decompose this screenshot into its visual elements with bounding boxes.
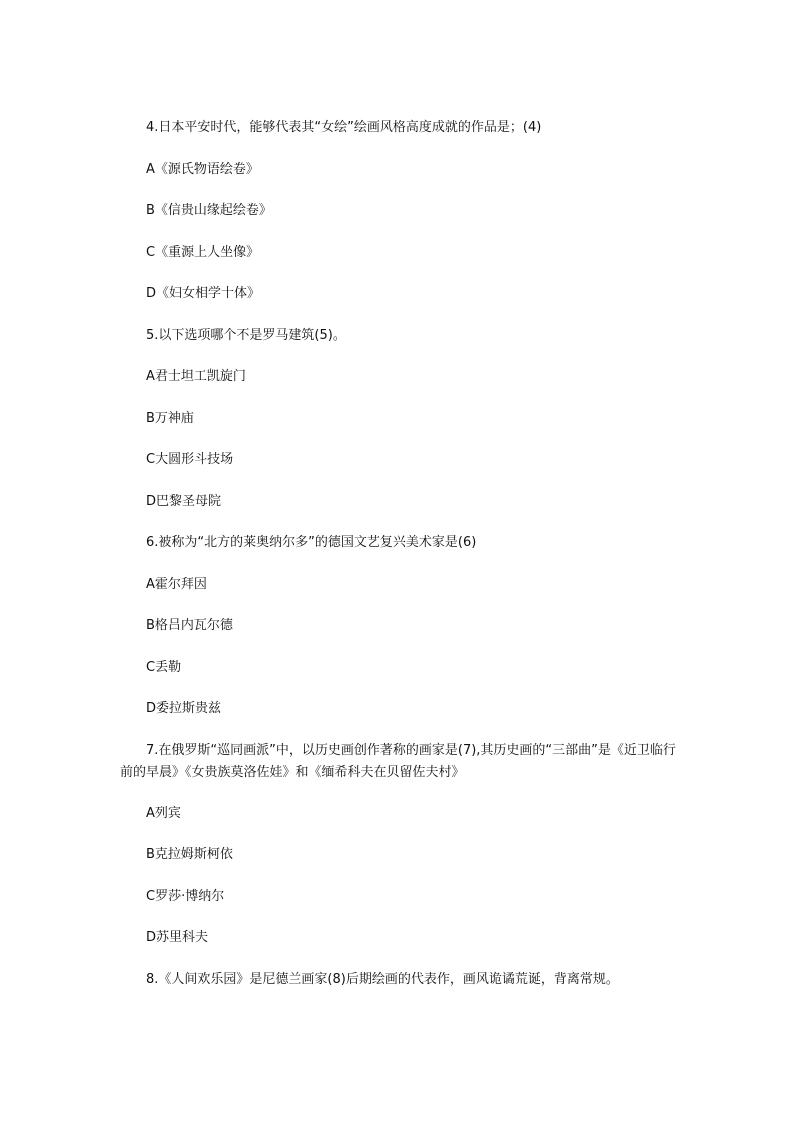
question-5-stem: 5.以下选项哪个不是罗马建筑(5)。	[146, 328, 346, 343]
question-5-option-a: A君士坦工凯旋门	[146, 369, 246, 384]
question-4-option-d: D《妇女相学十体》	[146, 286, 261, 301]
question-8-stem: 8.《人间欢乐园》是尼德兰画家(8)后期绘画的代表作，画风诡谲荒诞，背离常规。	[146, 972, 619, 987]
question-7-stem: 7.在俄罗斯“巡同画派”中，以历史画创作著称的画家是(7),其历史画的“三部曲”是《近卫临行前的早晨》《女贵族莫洛佐娃》和《缅希科夫在贝留佐夫村》	[120, 743, 676, 780]
question-7-option-a: A列宾	[146, 806, 181, 821]
question-6-option-d: D委拉斯贵兹	[146, 701, 222, 716]
question-4-option-b: B《信贵山缘起绘卷》	[146, 203, 272, 218]
question-7-option-d: D苏里科夫	[146, 930, 209, 945]
question-4-option-c: C《重源上人坐像》	[146, 245, 260, 260]
question-7-option-c: C罗莎·博纳尔	[146, 889, 225, 904]
question-7-option-b: B克拉姆斯柯依	[146, 847, 233, 862]
question-6-option-a: A霍尔拜因	[146, 577, 207, 592]
question-6-stem: 6.被称为“北方的莱奥纳尔多”的德国文艺复兴美术家是(6)	[146, 535, 477, 550]
question-5-option-b: B万神庙	[146, 411, 194, 426]
question-6-option-c: C丢勒	[146, 660, 182, 675]
question-5-option-c: C大圆形斗技场	[146, 452, 234, 467]
question-4-option-a: A《源氏物语绘卷》	[146, 162, 259, 177]
question-5-option-d: D巴黎圣母院	[146, 494, 222, 509]
question-4-stem: 4.日本平安时代，能够代表其“女绘”绘画风格高度成就的作品是；(4)	[146, 120, 542, 135]
question-6-option-b: B格吕内瓦尔德	[146, 618, 233, 633]
